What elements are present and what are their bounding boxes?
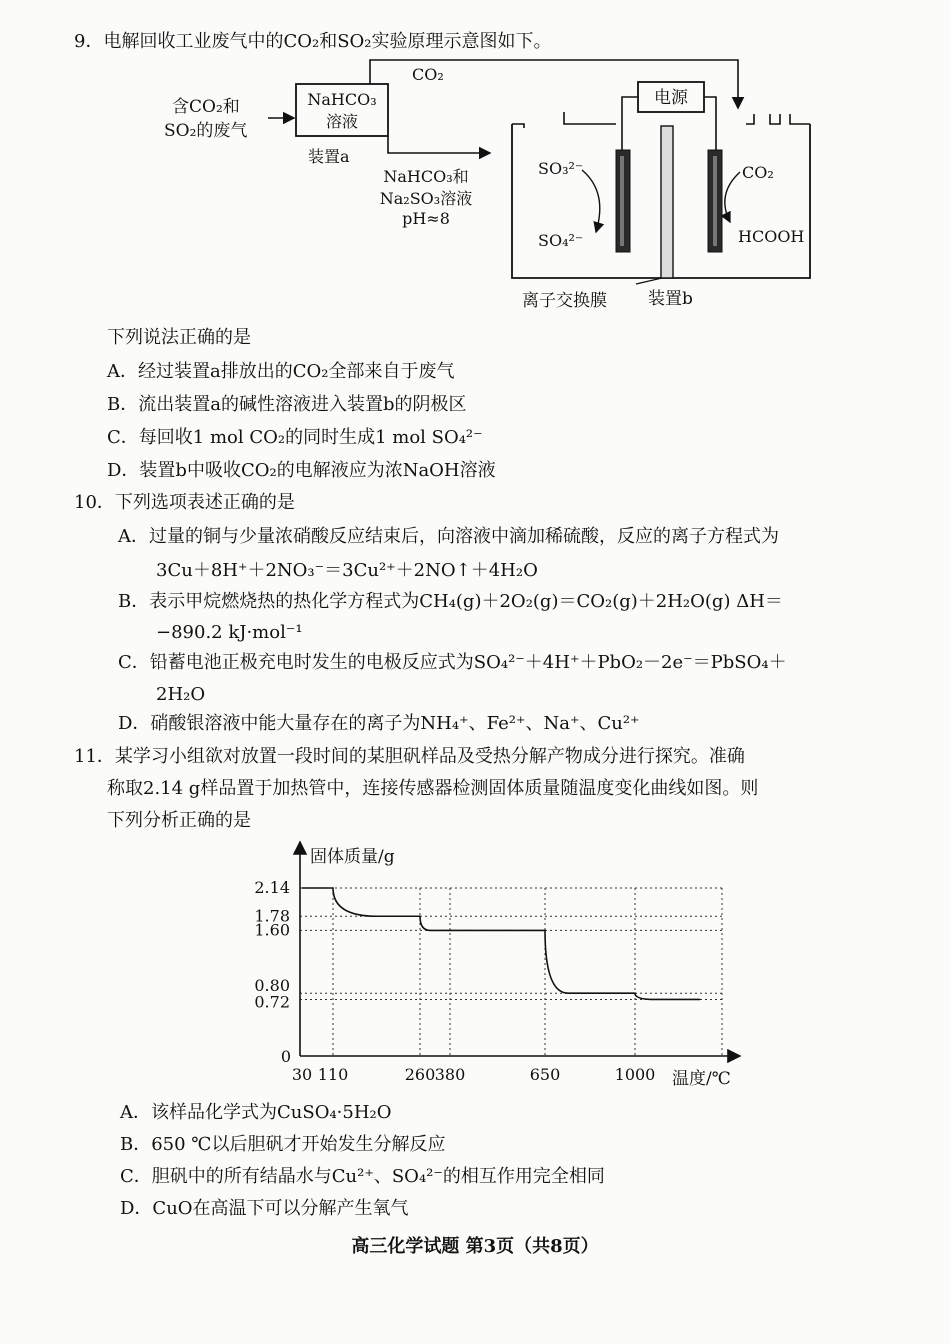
q10-option-b-line2: −890.2 kJ·mol⁻¹	[156, 622, 303, 643]
mass-temperature-chart	[240, 836, 760, 1096]
q9-option-d: D．装置b中吸收CO₂的电解液应为浓NaOH溶液	[107, 460, 496, 481]
electrolysis-diagram	[150, 52, 830, 320]
y-tick-label: 0.72	[254, 992, 290, 1012]
so4-label: SO₄²⁻	[538, 231, 584, 250]
q11-option-b: B．650 ℃以后胆矾才开始发生分解反应	[120, 1134, 446, 1155]
q9-option-b: B．流出装置a的碱性溶液进入装置b的阴极区	[107, 394, 467, 415]
device-a-label-1: NaHCO₃	[307, 90, 377, 109]
ion-exchange-membrane	[661, 126, 673, 278]
q9-stem: 9．电解回收工业废气中的CO₂和SO₂实验原理示意图如下。	[74, 31, 552, 52]
q10-option-c-line2: 2H₂O	[156, 684, 206, 705]
y-tick-label: 1.78	[254, 906, 290, 926]
q11-stem-line1: 11．某学习小组欲对放置一段时间的某胆矾样品及受热分解产物成分进行探究。准确	[74, 746, 745, 767]
co2-reduction-arrow	[725, 172, 740, 222]
y-tick-label: 1.60	[254, 920, 290, 940]
co2-top-label: CO₂	[412, 65, 444, 84]
x-tick-label: 1000	[614, 1065, 656, 1084]
y-tick-label: 0.80	[254, 976, 290, 996]
q10-option-b-line1: B．表示甲烷燃烧热的热化学方程式为CH₄(g)＋2O₂(g)＝CO₂(g)＋2H₂O(g) ΔH＝	[118, 591, 783, 612]
q11-stem-line3: 下列分析正确的是	[107, 810, 251, 831]
q10-option-d: D．硝酸银溶液中能大量存在的离子为NH₄⁺、Fe²⁺、Na⁺、Cu²⁺	[118, 713, 640, 734]
membrane-label: 离子交换膜	[522, 291, 607, 311]
device-b-label: 装置b	[648, 289, 693, 309]
q10-option-c-line1: C．铅蓄电池正极充电时发生的电极反应式为SO₄²⁻＋4H⁺＋PbO₂－2e⁻＝PbSO₄＋	[118, 652, 787, 673]
q11-option-c: C．胆矾中的所有结晶水与Cu²⁺、SO₄²⁻的相互作用完全相同	[120, 1166, 605, 1187]
q9-option-a: A．经过装置a排放出的CO₂全部来自于废气	[107, 361, 455, 382]
x-tick-label: 30	[291, 1065, 313, 1084]
waste-gas-label-2: SO₂的废气	[164, 121, 248, 141]
hcooh-label: HCOOH	[738, 227, 805, 246]
waste-gas-label-1: 含CO₂和	[172, 97, 240, 117]
solution-label-2: Na₂SO₃溶液	[379, 189, 473, 208]
mass-curve	[302, 888, 700, 999]
q11-option-a: A．该样品化学式为CuSO₄·5H₂O	[120, 1102, 392, 1123]
y-tick-label: 2.14	[254, 878, 290, 897]
solution-label-3: pH≈8	[402, 209, 450, 228]
q10-option-a-line2: 3Cu＋8H⁺＋2NO₃⁻＝3Cu²⁺＋2NO↑＋4H₂O	[156, 560, 538, 581]
q10-option-a-line1: A．过量的铜与少量浓硝酸反应结束后，向溶液中滴加稀硫酸，反应的离子方程式为	[118, 526, 779, 547]
origin-label: 0	[280, 1047, 292, 1066]
device-a-label-2: 溶液	[325, 112, 359, 131]
so3-label: SO₃²⁻	[538, 159, 584, 178]
power-label: 电源	[654, 88, 688, 108]
x-tick-label: 260	[404, 1065, 436, 1084]
q11-stem-line2: 称取2.14 g样品置于加热管中，连接传感器检测固体质量随温度变化曲线如图。则	[107, 778, 759, 799]
x-tick-label: 110	[317, 1065, 349, 1084]
so3-oxidation-arrow	[582, 170, 600, 232]
x-tick-label: 380	[434, 1065, 466, 1084]
page-footer: 高三化学试题 第3页（共8页）	[351, 1236, 599, 1257]
device-a-name: 装置a	[308, 147, 350, 166]
x-axis-label: 温度/℃	[672, 1069, 731, 1089]
solution-label-1: NaHCO₃和	[383, 167, 469, 186]
x-tick-label: 650	[529, 1065, 561, 1084]
solution-arrow	[388, 136, 490, 153]
q9-prompt: 下列说法正确的是	[107, 327, 251, 348]
q9-option-c: C．每回收1 mol CO₂的同时生成1 mol SO₄²⁻	[107, 427, 483, 448]
co2-right-label: CO₂	[742, 163, 774, 182]
q10-stem: 10．下列选项表述正确的是	[74, 492, 295, 513]
q11-option-d: D．CuO在高温下可以分解产生氧气	[120, 1198, 409, 1219]
y-axis-label: 固体质量/g	[310, 847, 395, 867]
